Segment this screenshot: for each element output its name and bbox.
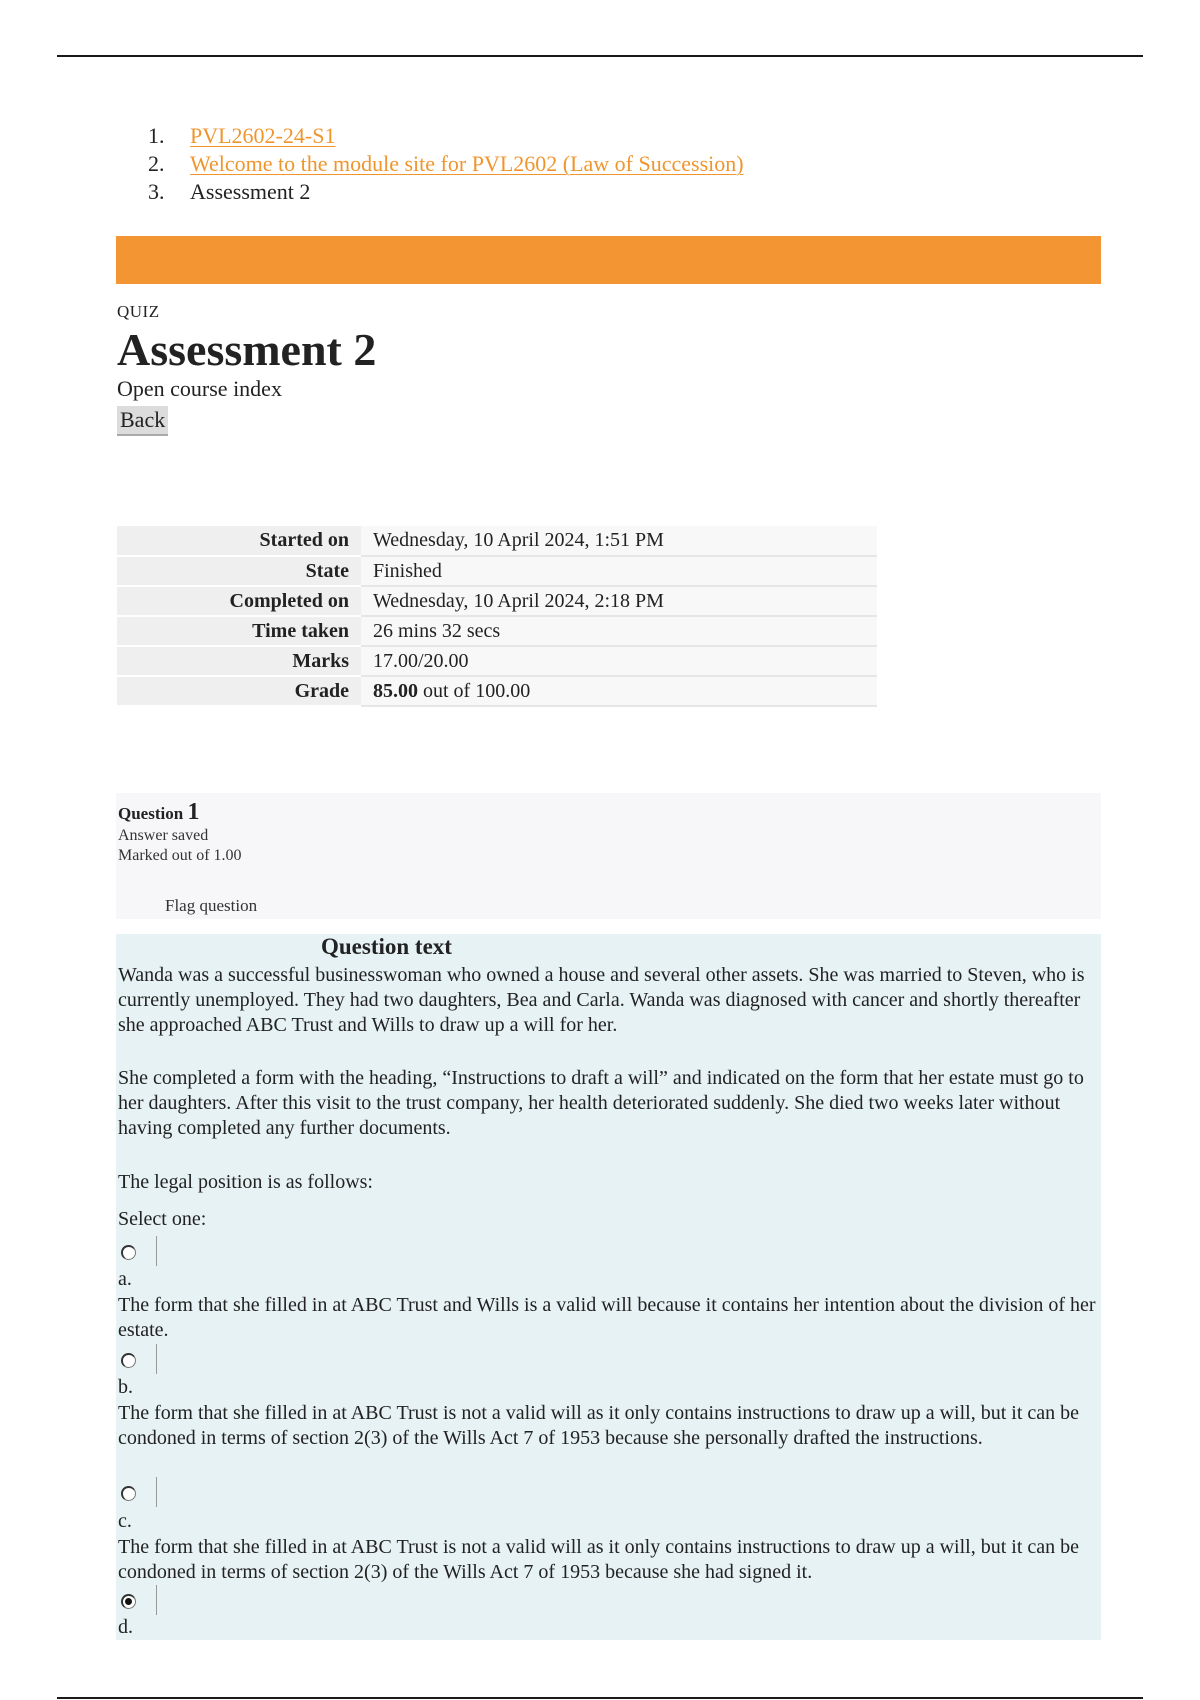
table-row [117,646,877,676]
grade-value: 85.00 [373,679,418,702]
answer-letter: a. [118,1268,132,1290]
select-one-prompt: Select one: [118,1208,207,1230]
summary-value: Wednesday, 10 April 2024, 2:18 PM [361,586,877,616]
summary-label: State [117,556,361,586]
answer-letter: b. [118,1376,133,1398]
breadcrumb-current: Assessment 2 [190,179,311,204]
open-course-index-link[interactable]: Open course index [117,376,282,401]
summary-value: Wednesday, 10 April 2024, 1:51 PM [361,526,877,556]
radio-checked-icon [121,1594,136,1609]
flag-question-toggle[interactable]: Flag question [165,896,258,915]
breadcrumb-link-module[interactable]: PVL2602-24-S1 [190,123,336,148]
table-row [117,526,877,556]
table-row [117,556,877,586]
answer-radio-a[interactable] [118,1236,157,1266]
question-content-panel [116,934,1101,1640]
summary-value: 26 mins 32 secs [361,616,877,646]
radio-icon [121,1353,136,1368]
question-state: Answer saved [118,827,209,844]
breadcrumb-number: 3. [148,179,165,204]
top-rule [57,55,1143,57]
activity-type-label: QUIZ [117,302,160,321]
question-grade: Marked out of 1.00 [118,847,242,864]
answer-letter: d. [118,1616,133,1638]
answer-letter: c. [118,1510,132,1532]
answer-radio-b[interactable] [118,1344,157,1374]
question-number [118,799,199,826]
header-banner [116,236,1101,284]
summary-label: Started on [117,526,361,556]
breadcrumb-item[interactable] [148,150,744,178]
answer-text-a[interactable]: The form that she filled in at ABC Trust and Wills is a valid will because it contains her intention about the division of her estate. [118,1294,1096,1341]
page-title: Assessment 2 [117,324,377,375]
breadcrumb-item[interactable] [148,122,744,150]
question-number-value: 1 [187,799,200,825]
answer-radio-c[interactable] [118,1477,157,1507]
attempt-summary-table [117,526,877,707]
summary-label: Marks [117,646,361,676]
breadcrumb-number: 2. [148,151,165,176]
radio-icon [121,1486,136,1501]
table-row [117,676,877,706]
question-paragraph: Wanda was a successful businesswoman who owned a house and several other assets. She was married to Steven, who is currently unemployed. They had two daughters, Bea and Carla. Wanda was diagnosed with cancer and shortly thereafter she approached ABC Trust and Wills to draw up a will for her. [118,964,1085,1036]
answer-text-c[interactable]: The form that she filled in at ABC Trust is not a valid will as it only contains instructions to draw up a will, but it can be condoned in terms of section 2(3) of the Wills Act 7 of 1953 because she had signed it. [118,1536,1080,1583]
breadcrumb-number: 1. [148,123,165,148]
radio-icon [121,1245,136,1260]
question-number-label: Question [118,804,184,823]
breadcrumb-item [148,178,744,206]
bottom-rule [57,1697,1143,1699]
summary-value: 17.00/20.00 [361,646,877,676]
question-paragraph: The legal position is as follows: [118,1171,373,1193]
breadcrumb-link-welcome[interactable]: Welcome to the module site for PVL2602 (Law of Succession) [190,151,744,176]
summary-label: Time taken [117,616,361,646]
summary-value: Finished [361,556,877,586]
summary-label: Grade [117,676,361,706]
summary-label: Completed on [117,586,361,616]
answer-text-b[interactable]: The form that she filled in at ABC Trust is not a valid will as it only contains instructions to draw up a will, but it can be condoned in terms of section 2(3) of the Wills Act 7 of 1953 because she personally drafted the instructions. [118,1402,1080,1449]
answer-radio-d[interactable] [118,1585,157,1615]
summary-value [361,676,877,706]
table-row [117,616,877,646]
question-text-heading: Question text [321,934,452,959]
back-button[interactable]: Back [117,406,168,436]
question-paragraph: She completed a form with the heading, “Instructions to draft a will” and indicated on the form that her estate must go to her daughters. After this visit to the trust company, her health deteriorated suddenly. She died two weeks later without having completed any further documents. [118,1067,1084,1139]
breadcrumb [148,122,744,206]
grade-total: out of 100.00 [418,679,531,702]
question-info-panel [116,793,1101,919]
table-row [117,586,877,616]
